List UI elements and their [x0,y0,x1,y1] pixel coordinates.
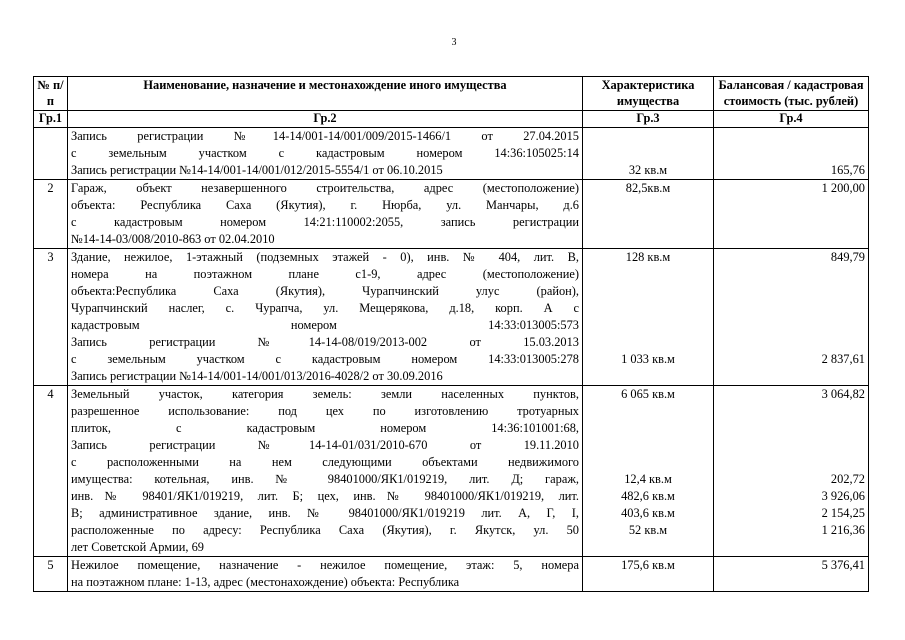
group-2: Гр.2 [68,111,583,128]
description-line: Здание, нежилое, 1-этажный (подземных этажей - 0), инв. № 404, лит. В, [71,250,579,264]
description-line: лет Советской Армии, 69 [71,540,204,554]
table-row [34,557,869,592]
cost-value: 2 837,61 [821,352,865,366]
group-3: Гр.3 [583,111,714,128]
description-line: Запись регистрации №14-14/001-14/001/012/2015-5554/1 от 06.10.2015 [71,163,443,177]
cost-value: 165,76 [830,163,865,177]
characteristic-value: 403,6 кв.м [621,506,675,520]
property-table [33,76,869,592]
table-header-row [34,77,869,111]
table-row [34,128,869,180]
description-line: Запись регистрации №14-14/001-14/001/009/2015-1466/1 от 27.04.2015 [71,129,579,143]
cost-value: 2 154,25 [821,506,865,520]
description-line: номера на поэтажном плане с1-9, адрес (местоположение) [71,267,579,281]
row-number: 5 [34,557,68,592]
cost-value [717,334,865,351]
row-value [714,386,869,557]
characteristic-value: 32 кв.м [628,163,668,177]
row-description [68,557,583,592]
header-number: № п/п [34,77,68,111]
characteristic-value: 1 033 кв.м [621,352,675,366]
characteristic-value: 82,5кв.м [625,181,671,195]
cost-value [717,214,865,231]
cost-value [717,403,865,420]
description-line: Нежилое помещение, назначение - нежилое помещение, этаж: 5, номера [71,558,579,572]
cost-value: 3 926,06 [821,489,865,503]
cost-value [717,145,865,162]
page-number: 3 [451,37,457,48]
cost-value [717,300,865,317]
cost-value [717,283,865,300]
description-line: объекта:Республика Саха (Якутия), Чурапчинский улус (район), [71,284,579,298]
characteristic-value [586,128,710,145]
description-line: с земельным участком с кадастровым номером 14:36:105025:14 [71,146,579,160]
characteristic-value: 128 кв.м [625,250,671,264]
description-line: Запись регистрации №14-14-01/031/2010-670 от 19.11.2010 [71,438,579,452]
characteristic-value [586,214,710,231]
characteristic-value [586,283,710,300]
description-line: с земельным участком с кадастровым номером 14:33:013005:278 [71,352,579,366]
characteristic-value [586,145,710,162]
cost-value [717,437,865,454]
row-number: 3 [34,249,68,386]
characteristic-value [586,231,710,248]
group-row [34,111,869,128]
row-value [714,128,869,180]
description-line: с кадастровым номером 14:21:110002:2055, запись регистрации [71,215,579,229]
description-line: разрешенное использование: под цех по изготовлению тротуарных [71,404,579,418]
description-line: с расположенными на нем следующими объектами недвижимого [71,455,579,469]
cost-value [717,420,865,437]
description-line: расположенные по адресу: Республика Саха (Якутия), г. Якутск, ул. 50 [71,523,579,537]
description-line: Земельный участок, категория земель: земли населенных пунктов, [71,387,579,401]
characteristic-value [586,300,710,317]
cost-value [717,317,865,334]
description-line: инв.№ 98401/ЯК1/019219, лит. Б; цех, инв.№ 98401000/ЯК1/019219, лит. [71,489,579,503]
cost-value [717,266,865,283]
description-line: на поэтажном плане: 1-13, адрес (местонахождение) объекта: Республика [71,575,460,589]
characteristic-value [586,368,710,385]
description-line: плиток, с кадастровым номером 14:36:101001:68, [71,421,579,435]
table-row [34,386,869,557]
characteristic-value [586,317,710,334]
cost-value: 1 200,00 [821,181,865,195]
characteristic-value [586,454,710,471]
row-characteristic [583,180,714,249]
characteristic-value [586,266,710,283]
group-1: Гр.1 [34,111,68,128]
description-line: №14-14-03/008/2010-863 от 02.04.2010 [71,232,275,246]
row-description [68,386,583,557]
group-4: Гр.4 [714,111,869,128]
description-line: Запись регистрации №14-14-08/019/2013-002 от 15.03.2013 [71,335,579,349]
row-number: 2 [34,180,68,249]
row-description [68,249,583,386]
header-characteristic: Характеристика имущества [583,77,714,111]
characteristic-value [586,197,710,214]
description-line: Чурапчинский наслег, с. Чурапча, ул. Мещерякова, д.18, корп. А с [71,301,579,315]
cost-value: 5 376,41 [821,558,865,572]
table-row [34,180,869,249]
characteristic-value [586,539,710,556]
cost-value [717,454,865,471]
row-characteristic [583,386,714,557]
characteristic-value: 12,4 кв.м [624,472,672,486]
cost-value: 1 216,36 [821,523,865,537]
cost-value: 849,79 [830,250,865,264]
characteristic-value: 175,6 кв.м [621,558,675,572]
table-row [34,249,869,386]
cost-value [717,197,865,214]
characteristic-value: 482,6 кв.м [621,489,675,503]
row-characteristic [583,249,714,386]
row-value [714,180,869,249]
header-value: Балансовая / кадастровая стоимость (тыс. рублей) [714,77,869,111]
characteristic-value [586,334,710,351]
description-line: Запись регистрации №14-14/001-14/001/013/2016-4028/2 от 30.09.2016 [71,369,443,383]
header-name: Наименование, назначение и местонахождение иного имущества [68,77,583,111]
cost-value [717,231,865,248]
row-value [714,557,869,592]
cost-value: 3 064,82 [821,387,865,401]
description-line: имущества: котельная, инв. № 98401000/ЯК1/019219, лит. Д; гараж, [71,472,579,486]
row-characteristic [583,557,714,592]
characteristic-value: 6 065 кв.м [621,387,675,401]
characteristic-value [586,403,710,420]
cost-value [717,574,865,591]
characteristic-value [586,437,710,454]
row-description [68,128,583,180]
description-line: кадастровым номером 14:33:013005:573 [71,318,579,332]
row-number: 4 [34,386,68,557]
row-value [714,249,869,386]
characteristic-value [586,420,710,437]
row-characteristic [583,128,714,180]
description-line: Гараж, объект незавершенного строительства, адрес (местоположение) [71,181,579,195]
row-number [34,128,68,180]
description-line: объекта: Республика Саха (Якутия), г. Нюрба, ул. Манчары, д.6 [71,198,579,212]
characteristic-value [586,574,710,591]
cost-value [717,128,865,145]
cost-value [717,368,865,385]
characteristic-value: 52 кв.м [628,523,668,537]
cost-value: 202,72 [830,472,865,486]
row-description [68,180,583,249]
description-line: В; административное здание, инв. № 98401000/ЯК1/019219 лит. А, Г, I, [71,506,579,520]
cost-value [717,539,865,556]
